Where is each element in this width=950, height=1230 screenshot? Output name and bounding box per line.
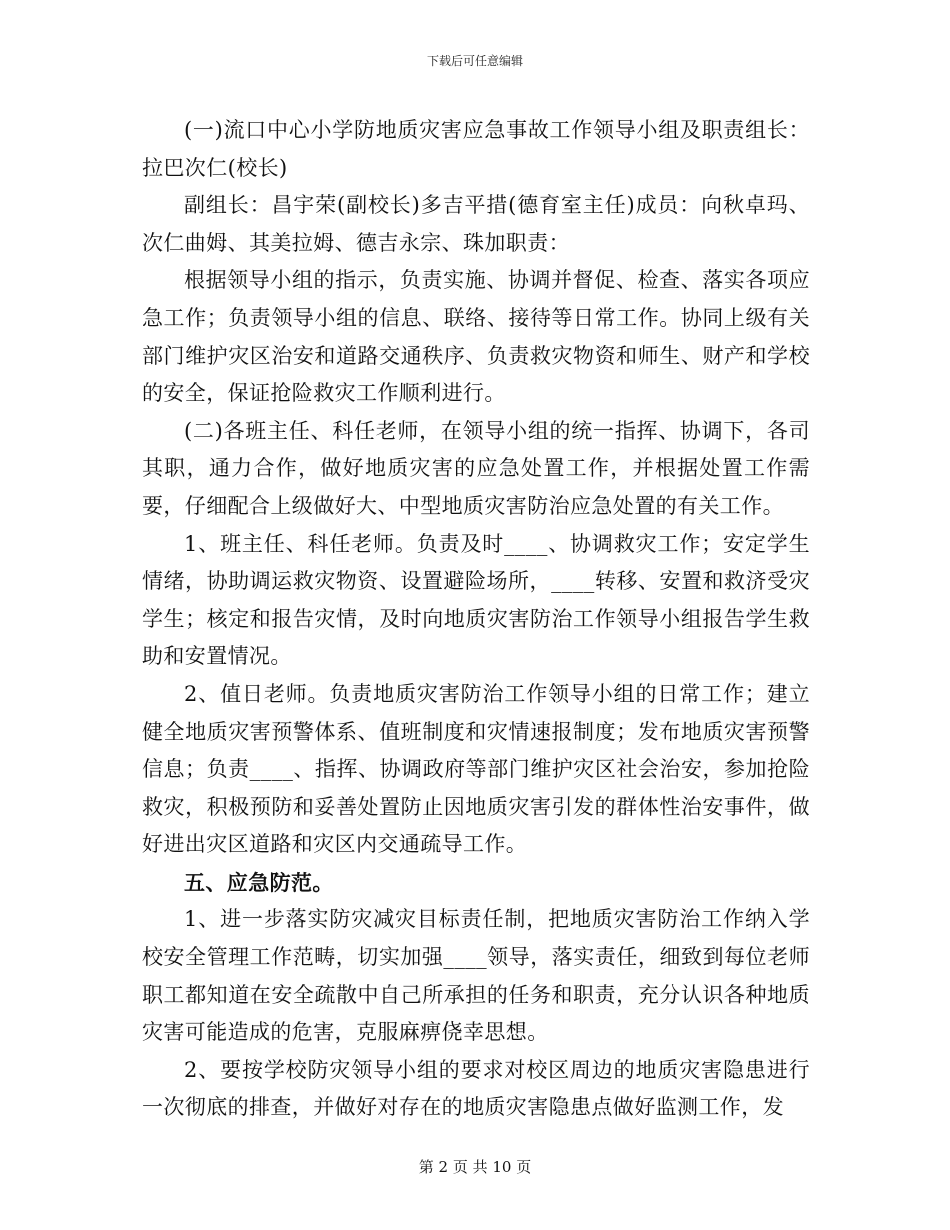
page-number-footer: 第 2 页 共 10 页 (418, 1158, 532, 1176)
page-header-note: 下载后可任意编辑 (426, 54, 523, 68)
paragraph-deputy-members: 副组长：昌宇荣(副校长)多吉平措(德育室主任)成员：向秋卓玛、次仁曲姆、其美拉姆、德吉永宗、珠加职责： (142, 193, 810, 255)
paragraph-item-class-teachers: 1、班主任、科任老师。负责及时____、协调救灾工作；安定学生情绪，协助调运救灾物资、设置避险场所，____转移、安置和救济受灾学生；核定和报告灾情，及时向地质灾害防治工作领导小组报告学生救助和安置情况。 (142, 531, 810, 669)
section-heading-emergency-prevention: 五、应急防范。 (184, 869, 334, 895)
document-body (142, 112, 810, 1127)
paragraph-teachers-role: (二)各班主任、科任老师，在领导小组的统一指挥、协调下，各司其职，通力合作，做好地质灾害的应急处置工作，并根据处置工作需要，仔细配合上级做好大、中型地质灾害防治应急处置的有关工作。 (142, 418, 810, 518)
paragraph-item-duty-teachers: 2、值日老师。负责地质灾害防治工作领导小组的日常工作；建立健全地质灾害预警体系、值班制度和灾情速报制度；发布地质灾害预警信息；负责____、指挥、协调政府等部门维护灾区社会治安，参加抢险救灾，积极预防和妥善处置防止因地质灾害引发的群体性治安事件，做好进出灾区道路和灾区内交通疏导工作。 (142, 681, 810, 857)
paragraph-item-responsibility: 1、进一步落实防灾减灾目标责任制，把地质灾害防治工作纳入学校安全管理工作范畴，切实加强____领导，落实责任，细致到每位老师职工都知道在安全疏散中自己所承担的任务和职责，充分认识各种地质灾害可能造成的危害，克服麻痹侥幸思想。 (142, 907, 810, 1045)
paragraph-leadership-group: (一)流口中心小学防地质灾害应急事故工作领导小组及职责组长：拉巴次仁(校长) (142, 118, 810, 180)
paragraph-group-duties: 根据领导小组的指示，负责实施、协调并督促、检查、落实各项应急工作；负责领导小组的信息、联络、接待等日常工作。协同上级有关部门维护灾区治安和道路交通秩序、负责救灾物资和师生、财产和学校的安全，保证抢险救灾工作顺利进行。 (142, 268, 810, 406)
paragraph-item-inspection: 2、要按学校防灾领导小组的要求对校区周边的地质灾害隐患进行一次彻底的排查，并做好对存在的地质灾害隐患点做好监测工作，发 (142, 1057, 810, 1120)
